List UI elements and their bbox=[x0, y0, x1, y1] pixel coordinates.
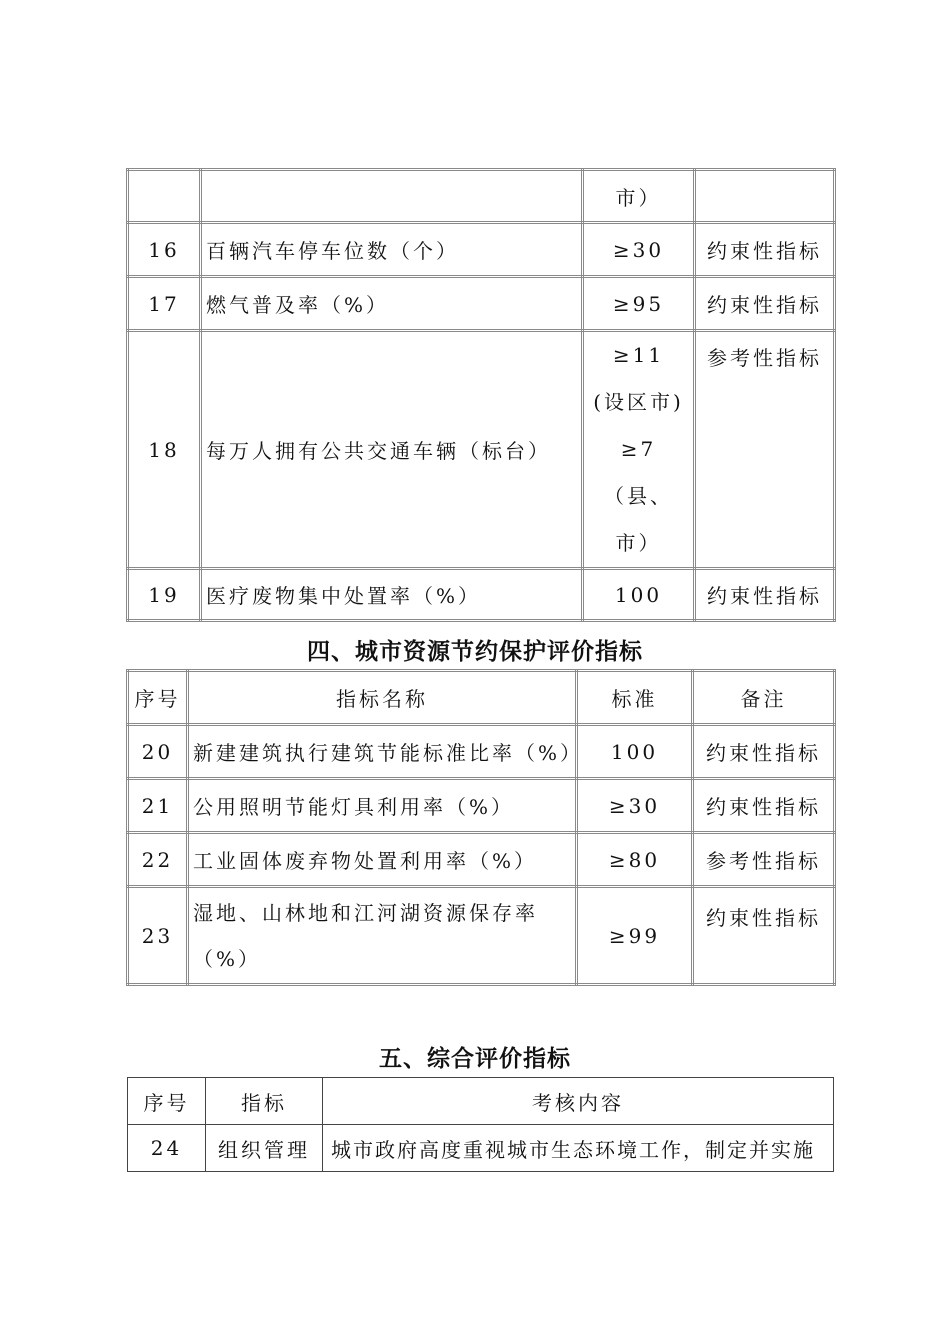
cell-num: 16 bbox=[128, 223, 201, 277]
table-row bbox=[128, 833, 835, 887]
table-municipal-facilities bbox=[126, 168, 836, 622]
cell-num bbox=[128, 170, 201, 223]
cell-name: 公用照明节能灯具利用率（%） bbox=[188, 779, 577, 833]
cell-note: 约束性指标 bbox=[695, 277, 835, 331]
cell-std bbox=[583, 331, 695, 569]
header-name: 指标名称 bbox=[188, 671, 577, 725]
header-indicator: 指标 bbox=[206, 1078, 323, 1125]
table-row bbox=[128, 277, 835, 331]
cell-note: 约束性指标 bbox=[695, 223, 835, 277]
table-row bbox=[128, 725, 835, 779]
std-line: ≥11 bbox=[612, 343, 665, 367]
cell-num: 24 bbox=[128, 1125, 206, 1172]
cell-name: 医疗废物集中处置率（%） bbox=[201, 569, 583, 621]
cell-std: ≥30 bbox=[583, 223, 695, 277]
cell-note: 参考性指标 bbox=[693, 833, 835, 887]
header-std: 标准 bbox=[577, 671, 693, 725]
cell-num: 19 bbox=[128, 569, 201, 621]
header-note: 备注 bbox=[693, 671, 835, 725]
cell-note: 约束性指标 bbox=[695, 569, 835, 621]
cell-note bbox=[695, 170, 835, 223]
cell-content: 城市政府高度重视城市生态环境工作，制定并实施 bbox=[323, 1125, 834, 1172]
cell-name: 每万人拥有公共交通车辆（标台） bbox=[201, 331, 583, 569]
table-row bbox=[128, 779, 835, 833]
table-resource-conservation bbox=[126, 669, 836, 986]
table-row bbox=[128, 1125, 834, 1172]
table-row bbox=[128, 223, 835, 277]
cell-name: 工业固体废弃物处置利用率（%） bbox=[188, 833, 577, 887]
cell-name bbox=[188, 887, 577, 985]
table-row bbox=[128, 170, 835, 223]
cell-std: ≥80 bbox=[577, 833, 693, 887]
section-title: 四、城市资源节约保护评价指标 bbox=[307, 639, 643, 665]
header-num: 序号 bbox=[128, 1078, 206, 1125]
header-num: 序号 bbox=[128, 671, 188, 725]
cell-name: 百辆汽车停车位数（个） bbox=[201, 223, 583, 277]
cell-num: 21 bbox=[128, 779, 188, 833]
cell-indicator: 组织管理 bbox=[206, 1125, 323, 1172]
cell-note: 约束性指标 bbox=[693, 725, 835, 779]
table-row bbox=[128, 569, 835, 621]
cell-std: 100 bbox=[583, 569, 695, 621]
cell-std: ≥30 bbox=[577, 779, 693, 833]
cell-std: 市） bbox=[583, 170, 695, 223]
cell-std: ≥95 bbox=[583, 277, 695, 331]
table-row bbox=[128, 331, 835, 569]
table-row bbox=[128, 887, 835, 985]
cell-num: 22 bbox=[128, 833, 188, 887]
name-line: 湿地、山林地和江河湖资源保存率 bbox=[193, 900, 538, 925]
std-line: (设区市) bbox=[593, 390, 684, 414]
cell-name: 燃气普及率（%） bbox=[201, 277, 583, 331]
table-comprehensive-evaluation bbox=[127, 1077, 834, 1172]
cell-num: 23 bbox=[128, 887, 188, 985]
cell-note: 参考性指标 bbox=[695, 331, 835, 569]
cell-note: 约束性指标 bbox=[693, 887, 835, 985]
cell-std: 100 bbox=[577, 725, 693, 779]
section-title: 五、综合评价指标 bbox=[379, 1046, 571, 1072]
cell-std: ≥99 bbox=[577, 887, 693, 985]
cell-name bbox=[201, 170, 583, 223]
cell-note: 约束性指标 bbox=[693, 779, 835, 833]
cell-num: 17 bbox=[128, 277, 201, 331]
cell-name: 新建建筑执行建筑节能标准比率（%） bbox=[188, 725, 577, 779]
cell-num: 20 bbox=[128, 725, 188, 779]
header-content: 考核内容 bbox=[323, 1078, 834, 1125]
std-line: 市） bbox=[615, 531, 662, 555]
std-line: ≥7 bbox=[620, 437, 657, 461]
table-header-row bbox=[128, 671, 835, 725]
std-line: （县、 bbox=[604, 484, 673, 508]
name-line: （%） bbox=[193, 946, 262, 971]
cell-num: 18 bbox=[128, 331, 201, 569]
table-header-row bbox=[128, 1078, 834, 1125]
